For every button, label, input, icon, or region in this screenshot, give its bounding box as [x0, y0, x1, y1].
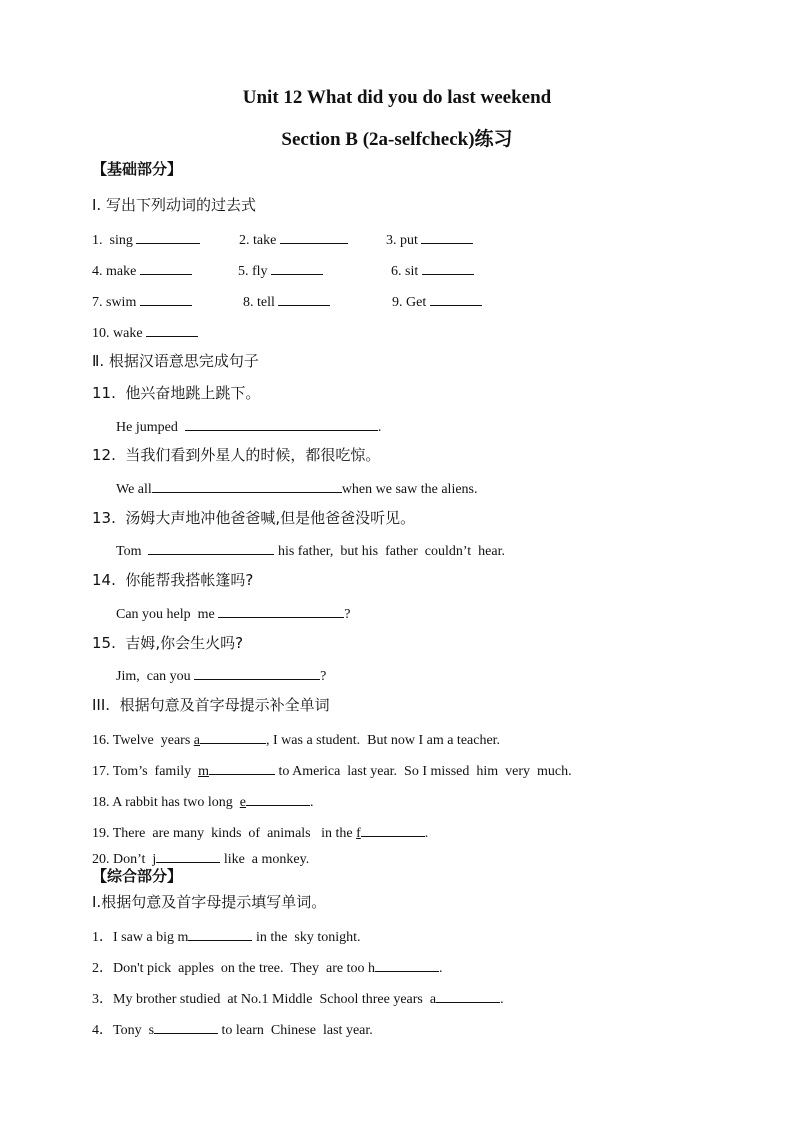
verb-item: 2. take	[239, 229, 348, 250]
answer-blank[interactable]	[436, 988, 500, 1003]
basic-section-header: 【基础部分】	[92, 160, 183, 178]
question-chinese: 12. 当我们看到外星人的时候，都很吃惊。	[92, 446, 381, 464]
answer-line: We all when we saw the aliens.	[116, 478, 478, 499]
question-chinese: 15. 吉姆,你会生火吗?	[92, 634, 244, 652]
answer-line: Can you help me ?	[116, 603, 350, 624]
question-chinese: 14. 你能帮我搭帐篷吗?	[92, 571, 254, 589]
answer-blank[interactable]	[140, 260, 192, 275]
answer-blank[interactable]	[156, 848, 220, 863]
answer-blank[interactable]	[154, 1019, 218, 1034]
fill-in-item: 3．My brother studied at No.1 Middle School three years a .	[92, 988, 504, 1009]
page-subtitle: Section B (2a-selfcheck)练习	[281, 129, 513, 150]
verb-item: 10. wake	[92, 322, 198, 343]
answer-blank[interactable]	[421, 229, 473, 244]
answer-line: He jumped .	[116, 416, 381, 437]
answer-blank[interactable]	[278, 291, 330, 306]
answer-blank[interactable]	[136, 229, 200, 244]
answer-blank[interactable]	[361, 822, 425, 837]
page-title: Unit 12 What did you do last weekend	[242, 87, 552, 108]
verb-item: 6. sit	[391, 260, 474, 281]
fill-in-item: 1．I saw a big m in the sky tonight.	[92, 926, 361, 947]
answer-blank[interactable]	[185, 416, 378, 431]
answer-blank[interactable]	[146, 322, 198, 337]
verb-item: 8. tell	[243, 291, 330, 312]
answer-blank[interactable]	[422, 260, 474, 275]
verb-item: 7. swim	[92, 291, 192, 312]
question-chinese: 13. 汤姆大声地冲他爸爸喊,但是他爸爸没听见。	[92, 509, 416, 527]
comprehensive-section-header: 【综合部分】	[92, 867, 183, 885]
fill-in-item: 20. Don’t j like a monkey.	[92, 848, 309, 869]
answer-blank[interactable]	[271, 260, 323, 275]
fill-in-item: 4．Tony s to learn Chinese last year.	[92, 1019, 373, 1040]
answer-blank[interactable]	[430, 291, 482, 306]
answer-blank[interactable]	[148, 540, 274, 555]
verb-item: 9. Get	[392, 291, 482, 312]
answer-blank[interactable]	[140, 291, 192, 306]
verb-item: 1. sing	[92, 229, 200, 250]
part4-heading: Ⅰ.根据句意及首字母提示填写单词。	[92, 893, 327, 911]
answer-blank[interactable]	[246, 791, 310, 806]
fill-in-item: 17. Tom’s family m to America last year. So I missed him very much.	[92, 760, 572, 781]
answer-blank[interactable]	[280, 229, 348, 244]
fill-in-item: 2．Don't pick apples on the tree. They are too h .	[92, 957, 442, 978]
part3-heading: III. 根据句意及首字母提示补全单词	[92, 696, 330, 714]
answer-blank[interactable]	[375, 957, 439, 972]
answer-blank[interactable]	[188, 926, 252, 941]
verb-item: 3. put	[386, 229, 473, 250]
fill-in-item: 16. Twelve years a , I was a student. But now I am a teacher.	[92, 729, 500, 750]
answer-line: Tom his father, but his father couldn’t hear.	[116, 540, 505, 561]
question-chinese: 11. 他兴奋地跳上跳下。	[92, 384, 261, 402]
part1-heading: Ⅰ. 写出下列动词的过去式	[92, 196, 256, 214]
part2-heading: Ⅱ. 根据汉语意思完成句子	[92, 352, 259, 370]
fill-in-item: 18. A rabbit has two long e .	[92, 791, 314, 812]
fill-in-item: 19. There are many kinds of animals in the f .	[92, 822, 428, 843]
answer-blank[interactable]	[209, 760, 275, 775]
answer-line: Jim, can you ?	[116, 665, 326, 686]
answer-blank[interactable]	[218, 603, 344, 618]
verb-item: 5. fly	[238, 260, 323, 281]
verb-item: 4. make	[92, 260, 192, 281]
answer-blank[interactable]	[152, 478, 342, 493]
answer-blank[interactable]	[200, 729, 266, 744]
answer-blank[interactable]	[194, 665, 320, 680]
